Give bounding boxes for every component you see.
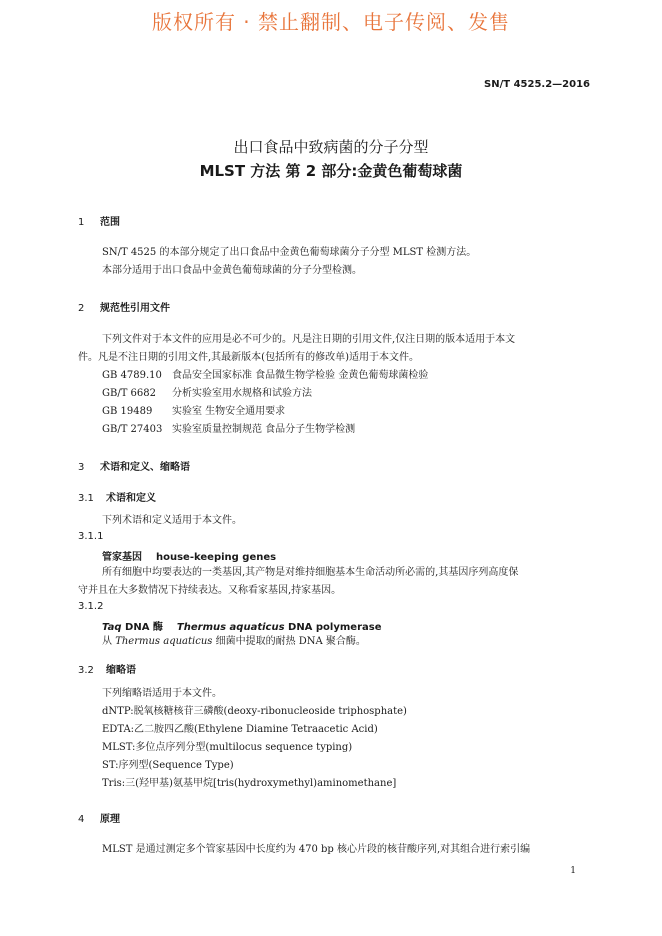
reference-title: 实验室质量控制规范 食品分子生物学检测 bbox=[172, 424, 356, 435]
section-1-heading bbox=[78, 213, 120, 228]
term-cn: 管家基因 bbox=[102, 552, 142, 563]
definition: 守并且在大多数情况下持续表达。又称看家基因,持家基因。 bbox=[78, 585, 342, 596]
subsection-3-2-heading bbox=[78, 661, 136, 676]
reference-item bbox=[102, 405, 285, 419]
section-number: 3 bbox=[78, 462, 85, 473]
abbreviation-item: MLST:多位点序列分型(multilocus sequence typing) bbox=[102, 742, 353, 753]
section-title: 规范性引用文件 bbox=[100, 303, 170, 314]
standard-number: SN/T 4525.2—2016 bbox=[484, 79, 590, 90]
abbreviation-item: ST:序列型(Sequence Type) bbox=[102, 760, 234, 771]
reference-title: 食品安全国家标准 食品微生物学检验 金黄色葡萄球菌检验 bbox=[172, 370, 429, 381]
abbreviation-item: Tris:三(羟甲基)氨基甲烷[tris(hydroxymethyl)aminomethane] bbox=[102, 778, 397, 789]
document-title-line2: MLST 方法 第 2 部分:金黄色葡萄球菌 bbox=[199, 162, 463, 180]
term-cn: DNA 酶 bbox=[121, 622, 163, 633]
subsection-number: 3.1 bbox=[78, 493, 94, 504]
term-number: 3.1.2 bbox=[78, 601, 104, 612]
reference-code: GB 4789.10 bbox=[102, 370, 162, 381]
section-title: 范围 bbox=[100, 217, 120, 228]
document-title-line1: 出口食品中致病菌的分子分型 bbox=[233, 138, 429, 156]
reference-item bbox=[102, 423, 355, 437]
paragraph: 下列术语和定义适用于本文件。 bbox=[102, 515, 242, 526]
reference-title: 实验室 生物安全通用要求 bbox=[172, 406, 286, 417]
paragraph: MLST 是通过测定多个管家基因中长度约为 470 bp 核心片段的核苷酸序列,对其组合进行索引编 bbox=[102, 844, 531, 855]
reference-item bbox=[102, 387, 312, 401]
paragraph: 本部分适用于出口食品中金黄色葡萄球菌的分子分型检测。 bbox=[102, 265, 362, 276]
copyright-watermark: 版权所有 · 禁止翻制、电子传阅、发售 bbox=[151, 10, 511, 34]
section-title: 术语和定义、缩略语 bbox=[100, 462, 190, 473]
reference-title: 分析实验室用水规格和试验方法 bbox=[172, 388, 312, 399]
definition bbox=[102, 635, 366, 649]
term-en: house-keeping genes bbox=[156, 552, 277, 563]
reference-code: GB 19489 bbox=[102, 406, 153, 417]
section-number: 2 bbox=[78, 303, 85, 314]
subsection-title: 术语和定义 bbox=[106, 493, 156, 504]
definition: 所有细胞中均要表达的一类基因,其产物是对维持细胞基本生命活动所必需的,其基因序列高度保 bbox=[102, 567, 519, 578]
abbreviation-item: dNTP:脱氧核糖核苷三磷酸(deoxy-ribonucleoside triphosphate) bbox=[102, 706, 407, 717]
section-number: 1 bbox=[78, 217, 85, 228]
section-title: 原理 bbox=[100, 814, 120, 825]
paragraph: 下列文件对于本文件的应用是必不可少的。凡是注日期的引用文件,仅注日期的版本适用于本文 bbox=[102, 334, 516, 345]
term-cn-italic: Taq bbox=[102, 622, 122, 633]
term-number: 3.1.1 bbox=[78, 531, 104, 542]
term-heading bbox=[102, 618, 382, 633]
section-2-heading bbox=[78, 299, 170, 314]
definition-text: 从 bbox=[102, 636, 116, 647]
term-heading bbox=[102, 548, 276, 563]
reference-code: GB/T 27403 bbox=[102, 424, 163, 435]
term-en-italic: Thermus aquaticus bbox=[176, 622, 285, 633]
section-3-heading bbox=[78, 458, 190, 473]
subsection-3-1-heading bbox=[78, 489, 156, 504]
term-en: DNA polymerase bbox=[284, 622, 382, 633]
reference-item bbox=[102, 369, 428, 383]
abbreviation-item: EDTA:乙二胺四乙酸(Ethylene Diamine Tetraacetic Acid) bbox=[102, 724, 378, 735]
paragraph: 下列缩略语适用于本文件。 bbox=[102, 688, 222, 699]
page-number: 1 bbox=[570, 866, 576, 876]
reference-code: GB/T 6682 bbox=[102, 388, 157, 399]
subsection-number: 3.2 bbox=[78, 665, 94, 676]
section-number: 4 bbox=[78, 814, 85, 825]
section-4-heading bbox=[78, 810, 120, 825]
subsection-title: 缩略语 bbox=[106, 665, 136, 676]
paragraph: 件。凡是不注日期的引用文件,其最新版本(包括所有的修改单)适用于本文件。 bbox=[78, 352, 419, 363]
definition-species: Thermus aquaticus bbox=[115, 636, 213, 647]
paragraph: SN/T 4525 的本部分规定了出口食品中金黄色葡萄球菌分子分型 MLST 检测方法。 bbox=[102, 247, 477, 258]
definition-text: 细菌中提取的耐热 DNA 聚合酶。 bbox=[212, 636, 366, 647]
